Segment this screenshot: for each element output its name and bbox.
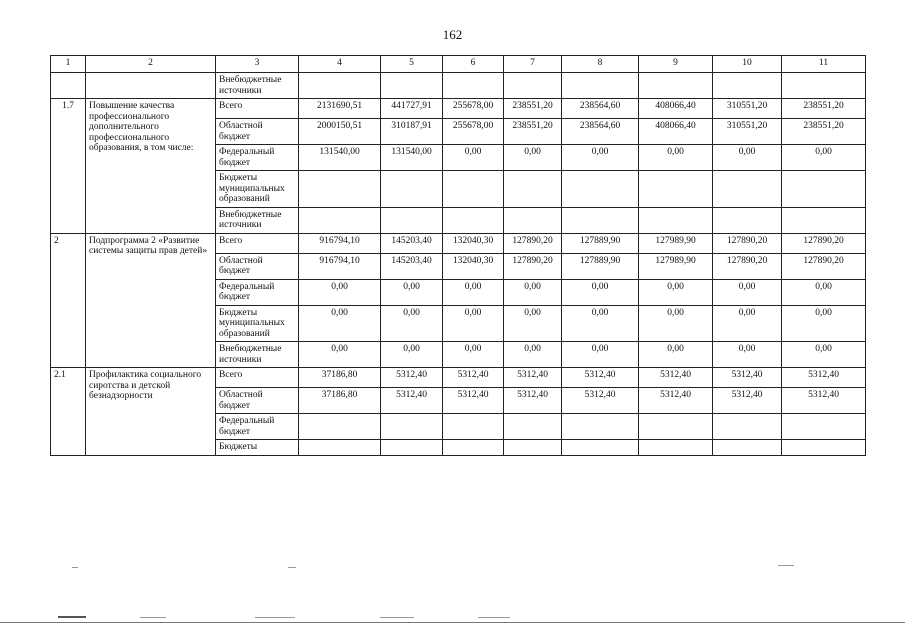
amount-cell: 5312,40	[443, 388, 504, 414]
amount-cell	[782, 440, 866, 456]
amount-cell: 2131690,51	[299, 99, 381, 119]
program-name: Профилактика социального сиротства и детской безнадзорности	[86, 368, 216, 456]
amount-cell: 5312,40	[639, 388, 713, 414]
amount-cell	[562, 440, 639, 456]
amount-cell: 0,00	[504, 305, 562, 342]
amount-cell: 127890,20	[504, 253, 562, 279]
amount-cell: 310551,20	[713, 119, 782, 145]
funding-source: Бюджеты	[216, 440, 299, 456]
column-header: 11	[782, 56, 866, 73]
amount-cell: 5312,40	[381, 368, 443, 388]
amount-cell: 0,00	[299, 279, 381, 305]
amount-cell: 0,00	[504, 342, 562, 368]
amount-cell	[782, 73, 866, 99]
amount-cell	[299, 73, 381, 99]
amount-cell	[504, 73, 562, 99]
amount-cell: 127989,90	[639, 253, 713, 279]
amount-cell	[504, 171, 562, 208]
amount-cell: 408066,40	[639, 119, 713, 145]
amount-cell	[381, 440, 443, 456]
column-header: 9	[639, 56, 713, 73]
table-row	[51, 99, 866, 119]
amount-cell: 408066,40	[639, 99, 713, 119]
amount-cell: 238551,20	[504, 99, 562, 119]
funding-source: Внебюджетные источники	[216, 207, 299, 233]
amount-cell: 127889,90	[562, 253, 639, 279]
column-header: 3	[216, 56, 299, 73]
amount-cell	[504, 414, 562, 440]
amount-cell: 131540,00	[299, 145, 381, 171]
column-header: 7	[504, 56, 562, 73]
amount-cell: 5312,40	[639, 368, 713, 388]
amount-cell: 37186,80	[299, 368, 381, 388]
amount-cell	[443, 440, 504, 456]
row-index	[51, 73, 86, 99]
amount-cell	[443, 171, 504, 208]
amount-cell	[639, 207, 713, 233]
amount-cell: 5312,40	[504, 368, 562, 388]
amount-cell	[713, 73, 782, 99]
amount-cell: 0,00	[381, 342, 443, 368]
amount-cell	[562, 171, 639, 208]
amount-cell: 0,00	[782, 145, 866, 171]
amount-cell: 0,00	[504, 279, 562, 305]
amount-cell: 0,00	[443, 342, 504, 368]
amount-cell: 0,00	[782, 305, 866, 342]
amount-cell: 916794,10	[299, 233, 381, 253]
program-name	[86, 73, 216, 99]
amount-cell: 441727,91	[381, 99, 443, 119]
table-row	[51, 233, 866, 253]
amount-cell: 0,00	[562, 279, 639, 305]
amount-cell: 5312,40	[562, 368, 639, 388]
program-name: Повышение качества профессионального дополнительного профессионального образования, в том числе:	[86, 99, 216, 234]
amount-cell: 0,00	[782, 279, 866, 305]
amount-cell	[443, 414, 504, 440]
funding-source: Областной бюджет	[216, 119, 299, 145]
amount-cell	[504, 207, 562, 233]
amount-cell: 0,00	[713, 145, 782, 171]
amount-cell: 127889,90	[562, 233, 639, 253]
amount-cell: 0,00	[299, 305, 381, 342]
amount-cell: 132040,30	[443, 233, 504, 253]
row-index: 2	[51, 233, 86, 368]
funding-source: Областной бюджет	[216, 388, 299, 414]
amount-cell: 127890,20	[713, 233, 782, 253]
amount-cell: 0,00	[562, 305, 639, 342]
amount-cell	[443, 73, 504, 99]
amount-cell	[381, 414, 443, 440]
amount-cell: 0,00	[713, 305, 782, 342]
amount-cell	[639, 171, 713, 208]
amount-cell: 238551,20	[782, 99, 866, 119]
page-number: 162	[442, 27, 463, 42]
amount-cell: 132040,30	[443, 253, 504, 279]
amount-cell: 0,00	[504, 145, 562, 171]
amount-cell	[504, 440, 562, 456]
amount-cell: 2000150,51	[299, 119, 381, 145]
amount-cell	[381, 73, 443, 99]
column-header: 4	[299, 56, 381, 73]
amount-cell: 0,00	[639, 279, 713, 305]
amount-cell: 0,00	[443, 145, 504, 171]
amount-cell	[381, 207, 443, 233]
table-row	[51, 368, 866, 388]
amount-cell: 0,00	[639, 342, 713, 368]
amount-cell	[299, 207, 381, 233]
funding-source: Всего	[216, 233, 299, 253]
amount-cell: 5312,40	[504, 388, 562, 414]
amount-cell: 0,00	[443, 279, 504, 305]
amount-cell: 310187,91	[381, 119, 443, 145]
funding-source: Бюджеты муниципальных образований	[216, 171, 299, 208]
amount-cell: 127890,20	[713, 253, 782, 279]
funding-source: Внебюджетные источники	[216, 342, 299, 368]
amount-cell: 145203,40	[381, 253, 443, 279]
amount-cell	[299, 440, 381, 456]
amount-cell: 37186,80	[299, 388, 381, 414]
amount-cell: 145203,40	[381, 233, 443, 253]
row-index: 1.7	[51, 99, 86, 234]
funding-source: Областной бюджет	[216, 253, 299, 279]
amount-cell: 238551,20	[504, 119, 562, 145]
amount-cell: 0,00	[562, 145, 639, 171]
funding-source: Всего	[216, 368, 299, 388]
column-header: 10	[713, 56, 782, 73]
amount-cell	[782, 414, 866, 440]
amount-cell: 0,00	[713, 342, 782, 368]
amount-cell: 0,00	[782, 342, 866, 368]
amount-cell: 127989,90	[639, 233, 713, 253]
funding-source: Внебюджетные источники	[216, 73, 299, 99]
amount-cell: 255678,00	[443, 99, 504, 119]
funding-source: Федеральный бюджет	[216, 145, 299, 171]
amount-cell: 127890,20	[782, 233, 866, 253]
amount-cell	[299, 171, 381, 208]
amount-cell	[639, 440, 713, 456]
amount-cell: 238564,60	[562, 119, 639, 145]
amount-cell: 5312,40	[713, 368, 782, 388]
amount-cell	[713, 207, 782, 233]
amount-cell: 0,00	[713, 279, 782, 305]
column-header: 6	[443, 56, 504, 73]
amount-cell: 238564,60	[562, 99, 639, 119]
funding-source: Всего	[216, 99, 299, 119]
amount-cell: 310551,20	[713, 99, 782, 119]
amount-cell	[713, 440, 782, 456]
amount-cell: 131540,00	[381, 145, 443, 171]
amount-cell	[713, 171, 782, 208]
column-header: 1	[51, 56, 86, 73]
amount-cell: 0,00	[381, 305, 443, 342]
amount-cell	[443, 207, 504, 233]
amount-cell: 5312,40	[782, 388, 866, 414]
funding-source: Бюджеты муниципальных образований	[216, 305, 299, 342]
amount-cell: 0,00	[299, 342, 381, 368]
amount-cell: 0,00	[639, 145, 713, 171]
amount-cell: 0,00	[381, 279, 443, 305]
amount-cell	[713, 414, 782, 440]
header-row	[51, 56, 866, 73]
amount-cell: 5312,40	[381, 388, 443, 414]
amount-cell: 127890,20	[504, 233, 562, 253]
amount-cell	[562, 207, 639, 233]
amount-cell: 5312,40	[782, 368, 866, 388]
amount-cell	[562, 73, 639, 99]
table-row	[51, 73, 866, 99]
amount-cell: 0,00	[443, 305, 504, 342]
column-header: 8	[562, 56, 639, 73]
funding-source: Федеральный бюджет	[216, 279, 299, 305]
amount-cell	[782, 207, 866, 233]
column-header: 2	[86, 56, 216, 73]
funding-source: Федеральный бюджет	[216, 414, 299, 440]
amount-cell	[782, 171, 866, 208]
budget-table	[50, 55, 866, 456]
amount-cell	[639, 414, 713, 440]
amount-cell: 127890,20	[782, 253, 866, 279]
amount-cell	[639, 73, 713, 99]
column-header: 5	[381, 56, 443, 73]
row-index: 2.1	[51, 368, 86, 456]
amount-cell: 0,00	[562, 342, 639, 368]
amount-cell: 238551,20	[782, 119, 866, 145]
amount-cell	[381, 171, 443, 208]
amount-cell: 916794,10	[299, 253, 381, 279]
amount-cell	[299, 414, 381, 440]
amount-cell: 0,00	[639, 305, 713, 342]
amount-cell: 255678,00	[443, 119, 504, 145]
amount-cell: 5312,40	[562, 388, 639, 414]
program-name: Подпрограмма 2 «Развитие системы защиты прав детей»	[86, 233, 216, 368]
amount-cell	[562, 414, 639, 440]
amount-cell: 5312,40	[713, 388, 782, 414]
amount-cell: 5312,40	[443, 368, 504, 388]
